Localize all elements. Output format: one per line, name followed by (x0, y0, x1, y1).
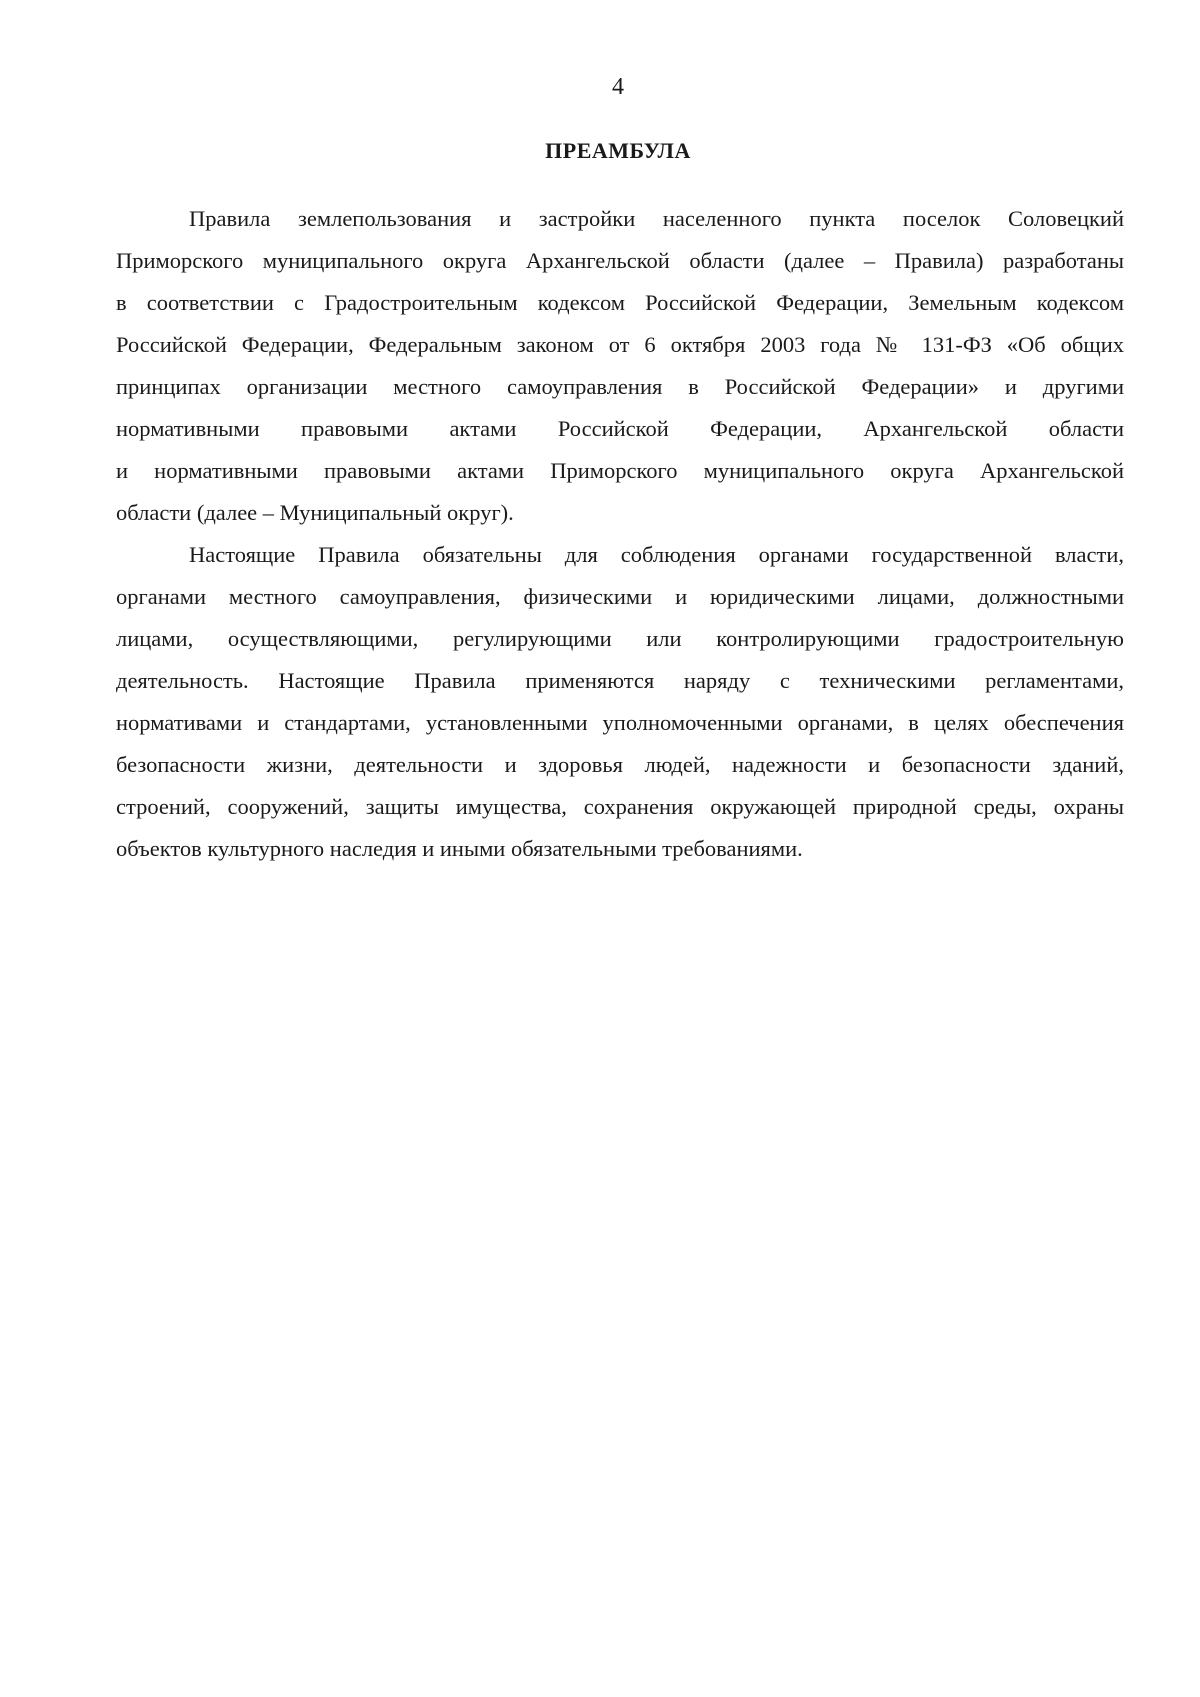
paragraph-line: нормативами и стандартами, установленными уполномоченными органами, в целях обеспечения (116, 710, 1124, 735)
paragraph-line: деятельность. Настоящие Правила применяются наряду с техническими регламентами, (116, 668, 1124, 693)
paragraph-line: объектов культурного наследия и иными обязательными требованиями. (116, 836, 803, 861)
paragraph-line: принципах организации местного самоуправления в Российской Федерации» и другими (116, 374, 1124, 399)
paragraph-line: органами местного самоуправления, физическими и юридическими лицами, должностными (116, 584, 1124, 609)
section-heading: ПРЕАМБУЛА (545, 138, 691, 163)
paragraph-2 (116, 534, 1124, 870)
paragraph-line: Приморского муниципального округа Архангельской области (далее – Правила) разработаны (116, 248, 1124, 273)
paragraph-line: лицами, осуществляющими, регулирующими или контролирующими градостроительную (116, 626, 1124, 651)
paragraph-line: и нормативными правовыми актами Приморского муниципального округа Архангельской (116, 458, 1124, 483)
paragraph-line: нормативными правовыми актами Российской Федерации, Архангельской области (116, 416, 1124, 441)
body-text (116, 198, 1124, 870)
paragraph-line: области (далее – Муниципальный округ). (116, 500, 514, 525)
paragraph-line: в соответствии с Градостроительным кодексом Российской Федерации, Земельным кодексом (116, 290, 1124, 315)
paragraph-line: безопасности жизни, деятельности и здоровья людей, надежности и безопасности зданий, (116, 752, 1124, 777)
paragraph-line: строений, сооружений, защиты имущества, сохранения окружающей природной среды, охраны (116, 794, 1124, 819)
paragraph-line: Настоящие Правила обязательны для соблюдения органами государственной власти, (189, 542, 1124, 567)
paragraph-line: Российской Федерации, Федеральным законом от 6 октября 2003 года № 131-ФЗ «Об общих (116, 332, 1124, 357)
page-number: 4 (612, 74, 624, 100)
paragraph-1 (116, 198, 1124, 534)
paragraph-line: Правила землепользования и застройки населенного пункта поселок Соловецкий (189, 206, 1124, 231)
